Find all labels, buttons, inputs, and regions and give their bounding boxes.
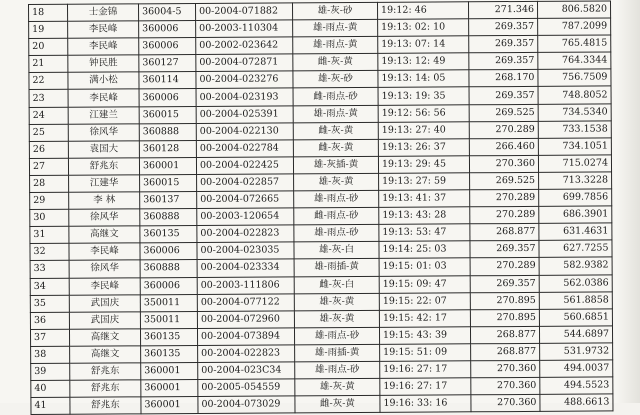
- ring-number: 00-2004-023193: [196, 88, 293, 106]
- owner-name: 李 林: [69, 192, 140, 210]
- bird-description: 雄-雨点-砂: [294, 225, 379, 243]
- bird-description: 雄-雨点-砂: [295, 361, 380, 379]
- ring-number: 00-2004-073894: [197, 328, 294, 346]
- distance: 270.289: [470, 258, 539, 276]
- owner-name: 舒兆东: [70, 397, 141, 415]
- row-number: 40: [31, 380, 70, 397]
- owner-name: 徐风华: [69, 260, 140, 278]
- member-code: 360127: [139, 55, 196, 72]
- owner-name: 袁国大: [68, 141, 139, 159]
- ring-number: 00-2005-054559: [198, 379, 295, 397]
- arrival-time: 19:14: 25: 03: [379, 241, 470, 259]
- arrival-time: 19:13: 43: 28: [379, 207, 470, 225]
- owner-name: 李民峰: [68, 38, 139, 56]
- member-code: 360006: [139, 89, 196, 106]
- bird-description: 雌-雨点-砂: [294, 207, 379, 225]
- row-number: 29: [30, 192, 69, 209]
- speed: 764.3344: [538, 52, 611, 70]
- row-number: 20: [29, 38, 68, 55]
- bird-description: 雄-灰-黄: [294, 310, 379, 328]
- owner-name: 舒兆东: [68, 158, 139, 176]
- member-code: 350011: [140, 294, 197, 311]
- speed: 627.7255: [539, 240, 612, 258]
- distance: 270.360: [469, 155, 538, 173]
- arrival-time: 19:15: 01: 03: [379, 258, 470, 276]
- bird-description: 雌-灰-黄: [293, 122, 378, 140]
- arrival-time: 19:16: 27: 17: [380, 361, 471, 379]
- member-code: 360006: [140, 243, 197, 260]
- row-number: 25: [29, 124, 68, 141]
- bird-description: 雌-灰-白: [294, 276, 379, 294]
- owner-name: 李民峰: [69, 277, 140, 295]
- bird-description: 雄-灰-砂: [292, 2, 377, 20]
- owner-name: 舒兆东: [70, 380, 141, 398]
- ring-number: 00-2004-025391: [196, 105, 293, 123]
- row-number: 26: [29, 141, 68, 158]
- row-number: 30: [30, 209, 69, 226]
- row-number: 34: [30, 278, 69, 295]
- member-code: 360135: [141, 345, 198, 362]
- row-number: 21: [29, 56, 68, 73]
- bird-description: 雄-雨点-黄: [293, 37, 378, 55]
- speed: 734.5340: [538, 104, 611, 122]
- ring-number: 00-2004-072960: [197, 311, 294, 329]
- speed: 494.5523: [540, 377, 613, 395]
- page-edge-shadow: [616, 0, 640, 403]
- owner-name: 舒兆东: [70, 363, 141, 381]
- distance: 269.357: [469, 18, 538, 36]
- bird-description: 雄-雨点-黄: [293, 19, 378, 37]
- owner-name: 江建华: [69, 175, 140, 193]
- speed: 560.6851: [539, 309, 612, 327]
- results-table: [28, 0, 614, 415]
- ring-number: 00-2004-022130: [196, 123, 293, 141]
- owner-name: 高继文: [70, 346, 141, 364]
- arrival-time: 19:15: 22: 07: [379, 292, 470, 310]
- arrival-time: 19:13: 26: 37: [378, 139, 469, 157]
- arrival-time: 19:13: 29: 45: [378, 156, 469, 174]
- distance: 266.460: [469, 138, 538, 156]
- arrival-time: 19:12: 46: [377, 2, 468, 20]
- ring-number: 00-2004-022425: [196, 157, 293, 175]
- speed: 686.3901: [539, 206, 612, 224]
- owner-name: 李民峰: [68, 89, 139, 107]
- owner-name: 李民峰: [68, 21, 139, 39]
- distance: 270.895: [470, 309, 539, 327]
- speed: 713.3228: [539, 172, 612, 190]
- bird-description: 雄-灰插-黄: [293, 156, 378, 174]
- ring-number: 00-2004-072871: [196, 54, 293, 72]
- distance: 268.877: [470, 224, 539, 242]
- table-row: [31, 394, 613, 415]
- owner-name: 徐风华: [69, 209, 140, 227]
- row-number: 35: [30, 295, 69, 312]
- bird-description: 雄-灰-黄: [294, 293, 379, 311]
- ring-number: 00-2002-023642: [196, 37, 293, 55]
- owner-name: 武国庆: [69, 294, 140, 312]
- bird-description: 雄-雨插-黄: [294, 259, 379, 277]
- speed: 494.0037: [540, 360, 613, 378]
- bird-description: 雌-灰-黄: [295, 396, 380, 414]
- row-number: 18: [29, 4, 68, 21]
- member-code: 360114: [139, 72, 196, 89]
- row-number: 38: [31, 346, 70, 363]
- ring-number: 00-2004-022823: [198, 345, 295, 363]
- speed: 544.6897: [539, 326, 612, 344]
- member-code: 360001: [141, 380, 198, 397]
- owner-name: 李民峰: [69, 243, 140, 261]
- speed: 733.1538: [538, 121, 611, 139]
- arrival-time: 19:13: 14: 05: [378, 70, 469, 88]
- speed: 806.5820: [537, 1, 610, 19]
- distance: 270.360: [471, 360, 540, 378]
- row-number: 32: [30, 244, 69, 261]
- arrival-time: 19:15: 09: 47: [379, 275, 470, 293]
- member-code: 36004-5: [139, 3, 196, 20]
- distance: 270.289: [469, 121, 538, 139]
- ring-number: 00-2004-023C34: [198, 362, 295, 380]
- bird-description: 雄-雨点-砂: [294, 190, 379, 208]
- distance: 269.525: [469, 104, 538, 122]
- member-code: 360001: [139, 157, 196, 174]
- ring-number: 00-2004-022784: [196, 140, 293, 158]
- distance: 269.525: [470, 172, 539, 190]
- owner-name: 满小松: [68, 72, 139, 90]
- results-table-body: [29, 1, 613, 415]
- arrival-time: 19:13: 27: 59: [379, 173, 470, 191]
- speed: 756.7509: [538, 69, 611, 87]
- owner-name: 武国庆: [69, 312, 140, 330]
- member-code: 360128: [139, 140, 196, 157]
- bird-description: 雄-灰-砂: [293, 71, 378, 89]
- ring-number: 00-2004-023035: [197, 242, 294, 260]
- ring-number: 00-2004-022823: [197, 225, 294, 243]
- distance: 268.877: [471, 343, 540, 361]
- distance: 271.346: [468, 1, 537, 19]
- bird-description: 雄-雨点-砂: [294, 327, 379, 345]
- member-code: 360888: [140, 260, 197, 277]
- ring-number: 00-2004-022857: [197, 174, 294, 192]
- bird-description: 雄-灰-黄: [294, 173, 379, 191]
- distance: 269.357: [469, 53, 538, 71]
- distance: 270.289: [470, 189, 539, 207]
- member-code: 360001: [141, 397, 198, 414]
- bird-description: 雌-雨点-砂: [293, 88, 378, 106]
- arrival-time: 19:13: 12: 49: [378, 53, 469, 71]
- arrival-time: 19:15: 42: 17: [379, 309, 470, 327]
- speed: 765.4815: [538, 35, 611, 53]
- speed: 699.7856: [539, 189, 612, 207]
- bird-description: 雌-灰-黄: [293, 54, 378, 72]
- arrival-time: 19:15: 43: 39: [379, 327, 470, 345]
- row-number: 19: [29, 21, 68, 38]
- bird-description: 雄-灰-黄: [295, 378, 380, 396]
- member-code: 360015: [139, 106, 196, 123]
- member-code: 360006: [139, 38, 196, 55]
- arrival-time: 19:13: 53: 47: [379, 224, 470, 242]
- member-code: 360888: [139, 123, 196, 140]
- distance: 270.360: [471, 377, 540, 395]
- row-number: 39: [31, 363, 70, 380]
- owner-name: 徐风华: [68, 123, 139, 141]
- distance: 268.170: [469, 70, 538, 88]
- arrival-time: 19:12: 56: 56: [378, 104, 469, 122]
- distance: 268.877: [470, 326, 539, 344]
- ring-number: 00-2004-073029: [198, 396, 295, 414]
- row-number: 31: [30, 226, 69, 243]
- bird-description: 雌-灰-黄: [293, 139, 378, 157]
- ring-number: 00-2003-110304: [196, 20, 293, 38]
- owner-name: 钟民胜: [68, 55, 139, 73]
- member-code: 360006: [139, 21, 196, 38]
- member-code: 360135: [140, 328, 197, 345]
- speed: 787.2099: [538, 18, 611, 36]
- row-number: 33: [30, 261, 69, 278]
- row-number: 23: [29, 90, 68, 107]
- ring-number: 00-2004-077122: [197, 293, 294, 311]
- arrival-time: 19:13: 19: 35: [378, 87, 469, 105]
- distance: 270.289: [470, 207, 539, 225]
- row-number: 37: [30, 329, 69, 346]
- member-code: 350011: [140, 311, 197, 328]
- speed: 734.1051: [538, 138, 611, 156]
- row-number: 28: [30, 175, 69, 192]
- member-code: 360888: [140, 209, 197, 226]
- speed: 561.8858: [539, 292, 612, 310]
- owner-name: 士金锦: [68, 4, 139, 22]
- distance: 270.895: [470, 292, 539, 310]
- speed: 748.8052: [538, 86, 611, 104]
- owner-name: 江建兰: [68, 106, 139, 124]
- ring-number: 00-2003-120654: [197, 208, 294, 226]
- row-number: 41: [31, 397, 70, 414]
- distance: 270.360: [471, 395, 540, 413]
- speed: 631.4631: [539, 223, 612, 241]
- ring-number: 00-2004-023334: [197, 259, 294, 277]
- speed: 562.0386: [539, 274, 612, 292]
- member-code: 360001: [141, 362, 198, 379]
- distance: 269.357: [470, 241, 539, 259]
- arrival-time: 19:15: 51: 09: [380, 344, 471, 362]
- distance: 269.357: [469, 36, 538, 54]
- arrival-time: 19:13: 02: 10: [378, 19, 469, 37]
- arrival-time: 19:13: 27: 40: [378, 121, 469, 139]
- arrival-time: 19:16: 33: 16: [380, 395, 471, 413]
- arrival-time: 19:16: 27: 17: [380, 378, 471, 396]
- bird-description: 雄-雨插-黄: [295, 344, 380, 362]
- speed: 488.6613: [540, 394, 613, 412]
- ring-number: 00-2004-071882: [195, 3, 292, 21]
- distance: 269.357: [469, 87, 538, 105]
- member-code: 360006: [140, 277, 197, 294]
- bird-description: 雄-雨点-黄: [293, 105, 378, 123]
- arrival-time: 19:13: 07: 14: [378, 36, 469, 54]
- ring-number: 00-2003-111806: [197, 276, 294, 294]
- ring-number: 00-2004-072665: [197, 191, 294, 209]
- arrival-time: 19:13: 41: 37: [379, 190, 470, 208]
- member-code: 360137: [140, 192, 197, 209]
- row-number: 24: [29, 107, 68, 124]
- row-number: 27: [29, 158, 68, 175]
- member-code: 360135: [140, 226, 197, 243]
- owner-name: 高继文: [69, 226, 140, 244]
- speed: 715.0274: [538, 155, 611, 173]
- speed: 582.9382: [539, 257, 612, 275]
- row-number: 22: [29, 73, 68, 90]
- bird-description: 雄-灰-白: [294, 242, 379, 260]
- row-number: 36: [30, 312, 69, 329]
- ring-number: 00-2004-023276: [196, 71, 293, 89]
- speed: 531.9732: [540, 343, 613, 361]
- member-code: 360015: [140, 174, 197, 191]
- owner-name: 高继文: [69, 329, 140, 347]
- distance: 269.357: [470, 275, 539, 293]
